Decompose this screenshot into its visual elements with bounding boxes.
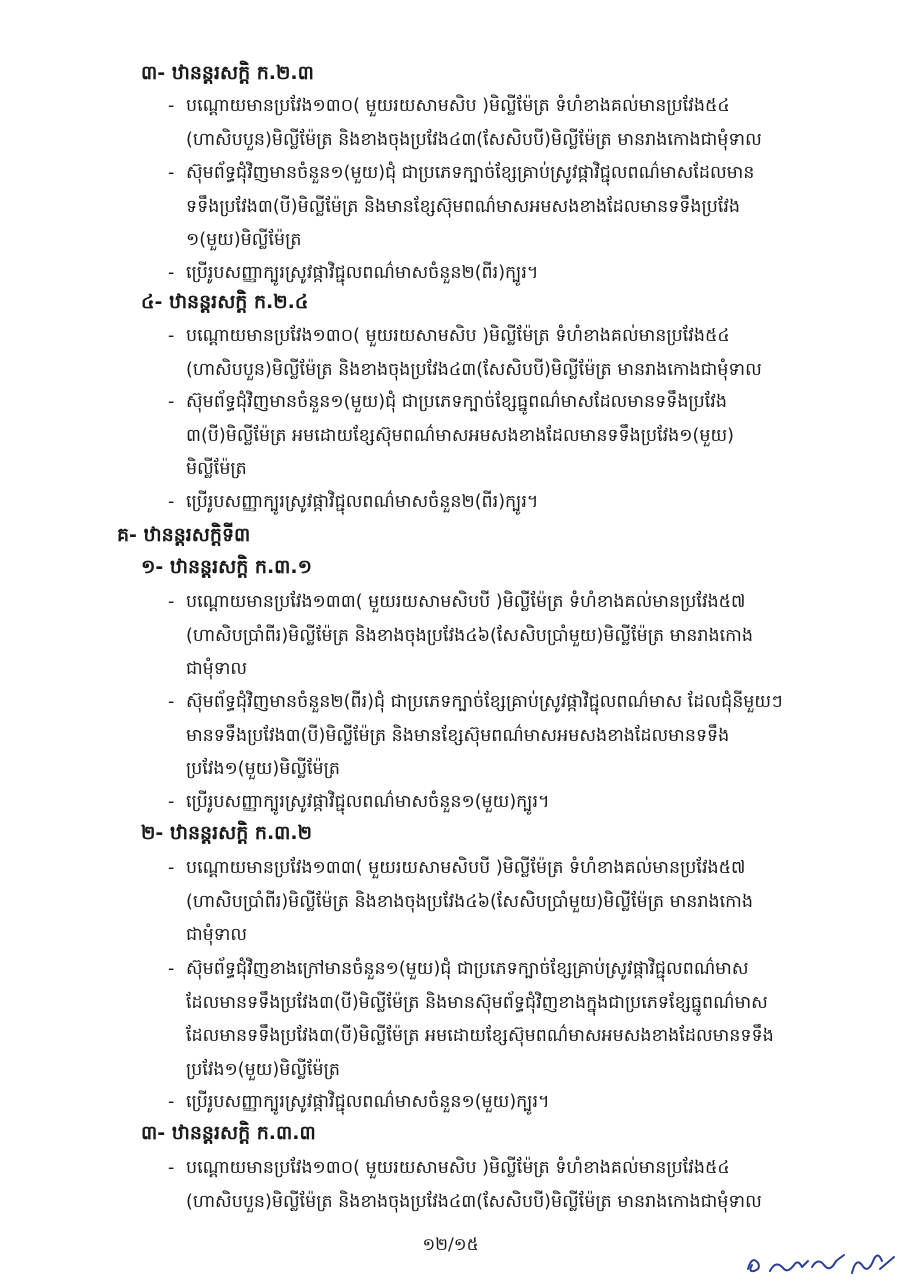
bullet-line: ១(មួយ)មិល្លីម៉ែត្រ: [186, 230, 302, 250]
section-heading: ៣- ឋានន្តរសក្តិ ក.២.៣: [141, 62, 314, 84]
list-item: [168, 320, 762, 387]
bullet-line: ទទឹងប្រវែង៣(បី)មិល្លីម៉ែត្រ និងមានខ្សែស៊ុមពណ៌មាសអមសងខាងដែលមានទទឹងប្រវែង: [186, 196, 741, 217]
bullet-dash: -: [168, 959, 175, 979]
list-item: [168, 686, 783, 787]
list-item: [168, 786, 550, 820]
bullet-line: (ហាសិបបួន)មិល្លីម៉ែត្រ និងខាងចុងប្រវែង៤៣(សែសិបបី)មិល្លីម៉ែត្រ មានរាងកោងជាមុំទាល: [186, 129, 762, 150]
bullet-line: មិល្លីម៉ែត្រ: [186, 459, 247, 479]
bullet-line: (ហាសិបបួន)មិល្លីម៉ែត្រ និងខាងចុងប្រវែង៤៣(សែសិបបី)មិល្លីម៉ែត្រ មានរាងកោងជាមុំទាល: [186, 1191, 762, 1212]
list-item: [168, 1152, 762, 1219]
list-item: [168, 486, 539, 520]
bullet-line: ប្រើរូបសញ្ញាក្បូរស្រូវផ្កាវិជ្ជុលពណ៌មាសចំនួន២(ពីរ)ក្បូរ។: [186, 263, 539, 283]
bullet-dash: -: [168, 1092, 175, 1112]
bullet-line: ជាមុំទាល: [186, 925, 248, 945]
bullet-line: បណ្តោយមានប្រវែង១៣០( មួយរយសាមសិប )មិល្លីម៉ែត្រ ទំហំខាងគល់មានប្រវែង៥៤: [186, 96, 730, 116]
bullet-line: បណ្តោយមានប្រវែង១៣០( មួយរយសាមសិប )មិល្លីម៉ែត្រ ទំហំខាងគល់មានប្រវែង៥៤: [186, 326, 730, 346]
bullet-line: (ហាសិបប្រាំពីរ)មិល្លីម៉ែត្រ និងខាងចុងប្រវែង៤៦(សែសិបប្រាំមួយ)មិល្លីម៉ែត្រ មានរាងកោង: [186, 625, 753, 646]
bullet-dash: -: [168, 858, 175, 878]
list-item: [168, 257, 539, 291]
bullet-line: ដែលមានទទឹងប្រវែង៣(បី)មិល្លីម៉ែត្រ អមដោយខ្សែស៊ុមពណ៌មាសអមសងខាងដែលមានទទឹង: [186, 1026, 774, 1046]
list-item: [168, 953, 774, 1087]
bullet-line: (ហាសិបបួន)មិល្លីម៉ែត្រ និងខាងចុងប្រវែង៤៣(សែសិបបី)មិល្លីម៉ែត្រ មានរាងកោងជាមុំទាល: [186, 359, 762, 380]
list-item: [168, 586, 753, 687]
bullet-dash: -: [168, 1158, 175, 1178]
bullet-line: ស៊ុមព័ទ្ធជុំវិញខាងក្រៅមានចំនួន១(មួយ)ជុំ ជាប្រភេទក្បាច់ខ្សែគ្រាប់ស្រូវផ្កាវិជ្ជុលពណ៌មាស: [186, 959, 749, 979]
chapter-heading: គ- ឋានន្តរសក្តិទី៣: [117, 524, 251, 546]
section-heading: ៤- ឋានន្តរសក្តិ ក.២.៤: [141, 291, 309, 313]
bullet-line: បណ្តោយមានប្រវែង១៣០( មួយរយសាមសិប )មិល្លីម៉ែត្រ ទំហំខាងគល់មានប្រវែង៥៤: [186, 1158, 730, 1178]
bullet-line: ៣(បី)មិល្លីម៉ែត្រ អមដោយខ្សែស៊ុមពណ៌មាសអមសងខាងដែលមានទទឹងប្រវែង១(មួយ): [186, 425, 734, 446]
bullet-dash: -: [168, 692, 175, 712]
bullet-line: ស៊ុមព័ទ្ធជុំវិញមានចំនួន២(ពីរ)ជុំ ជាប្រភេទក្បាច់ខ្សែគ្រាប់ស្រូវផ្កាវិជ្ជុលពណ៌មាស ដែលជុំនីមួយៗ: [186, 692, 783, 712]
section-heading: ៣- ឋានន្តរសក្តិ ក.៣.៣: [141, 1122, 316, 1144]
bullet-dash: -: [168, 263, 175, 283]
list-item: [168, 386, 734, 487]
list-item: [168, 852, 753, 953]
bullet-line: ប្រើរូបសញ្ញាក្បូរស្រូវផ្កាវិជ្ជុលពណ៌មាសចំនួន២(ពីរ)ក្បូរ។: [186, 492, 539, 512]
bullet-dash: -: [168, 96, 175, 116]
signature-icon: [740, 1245, 900, 1279]
bullet-line: ប្រវែង១(មួយ)មិល្លីម៉ែត្រ: [186, 1059, 340, 1080]
list-item: [168, 90, 762, 157]
bullet-dash: -: [168, 163, 175, 183]
bullet-line: បណ្តោយមានប្រវែង១៣៣( មួយរយសាមសិបបី )មិល្លីម៉ែត្រ ទំហំខាងគល់មានប្រវែង៥៧: [186, 858, 746, 878]
bullet-line: ប្រវែង១(មួយ)មិល្លីម៉ែត្រ: [186, 759, 340, 779]
bullet-line: ស៊ុមព័ទ្ធជុំវិញមានចំនួន១(មួយ)ជុំ ជាប្រភេទក្បាច់ខ្សែធ្នូពណ៌មាសដែលមានទទឹងប្រវែង: [186, 392, 727, 412]
bullet-dash: -: [168, 392, 175, 412]
bullet-line: ដែលមានទទឹងប្រវែង៣(បី)មិល្លីម៉ែត្រ និងមានស៊ុមព័ទ្ធជុំវិញខាងក្នុងជាប្រភេទខ្សែធ្នូពណ៌មាស: [186, 992, 768, 1013]
bullet-line: ស៊ុមព័ទ្ធជុំវិញមានចំនួន១(មួយ)ជុំ ជាប្រភេទក្បាច់ខ្សែគ្រាប់ស្រូវផ្កាវិជ្ជុលពណ៌មាសដែលមាន: [186, 163, 755, 183]
bullet-line: ប្រើរូបសញ្ញាក្បូរស្រូវផ្កាវិជ្ជុលពណ៌មាសចំនួន១(មួយ)ក្បូរ។: [186, 1092, 550, 1112]
bullet-dash: -: [168, 492, 175, 512]
bullet-line: (ហាសិបប្រាំពីរ)មិល្លីម៉ែត្រ និងខាងចុងប្រវែង៤៦(សែសិបប្រាំមួយ)មិល្លីម៉ែត្រ មានរាងកោង: [186, 891, 753, 912]
bullet-dash: -: [168, 592, 175, 612]
bullet-line: ប្រើរូបសញ្ញាក្បូរស្រូវផ្កាវិជ្ជុលពណ៌មាសចំនួន១(មួយ)ក្បូរ។: [186, 792, 550, 812]
bullet-line: ជាមុំទាល: [186, 659, 248, 679]
list-item: [168, 157, 755, 258]
bullet-line: មានទទឹងប្រវែង៣(បី)មិល្លីម៉ែត្រ និងមានខ្សែស៊ុមពណ៌មាសអមសងខាងដែលមានទទឹង: [186, 725, 730, 746]
list-item: [168, 1086, 550, 1120]
bullet-dash: -: [168, 326, 175, 346]
page-number: ១២/១៥: [422, 1235, 479, 1255]
bullet-dash: -: [168, 792, 175, 812]
section-heading: ១- ឋានន្តរសក្តិ ក.៣.១: [141, 556, 312, 578]
bullet-line: បណ្តោយមានប្រវែង១៣៣( មួយរយសាមសិបបី )មិល្លីម៉ែត្រ ទំហំខាងគល់មានប្រវែង៥៧: [186, 592, 746, 612]
section-heading: ២- ឋានន្តរសក្តិ ក.៣.២: [141, 822, 312, 844]
